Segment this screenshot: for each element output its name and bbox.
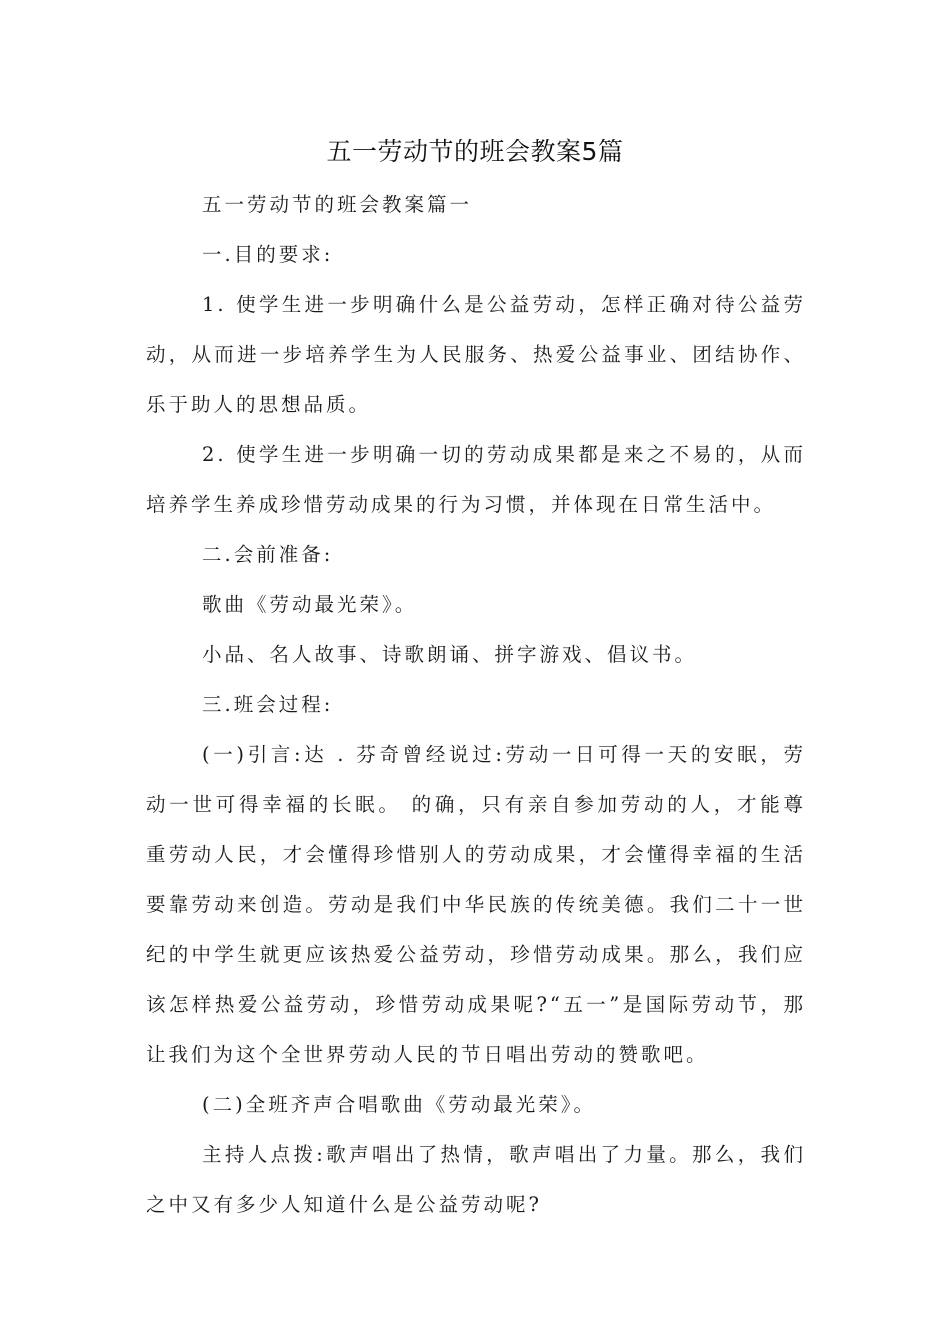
document-title: 五一劳动节的班会教案5篇 bbox=[326, 137, 624, 166]
paragraph: (二)全班齐声合唱歌曲《劳动最光荣》。 bbox=[202, 1093, 596, 1116]
paragraph: 二.会前准备: bbox=[202, 543, 334, 566]
paragraph: 三.班会过程: bbox=[202, 693, 334, 716]
paragraph: (一)引言:达 . 芬奇曾经说过:劳动一日可得一天的安眠，劳动一世可得幸福的长眠。 的确，只有亲自参加劳动的人，才能尊重劳动人民，才会懂得珍惜别人的劳动成果，才会懂得幸福的生活要靠劳动来创造。劳动是我们中华民族的传统美德。我们二十一世纪的中学生就更应该热爱公益劳动，珍惜劳动成果。那么，我们应该怎样热爱公益劳动，珍惜劳动成果呢?“五一”是国际劳动节，那让我们为这个全世界劳动人民的节日唱出劳动的赞歌吧。 bbox=[146, 743, 806, 1066]
paragraph: 歌曲《劳动最光荣》。 bbox=[202, 593, 418, 616]
section-heading: 五一劳动节的班会教案篇一 bbox=[202, 193, 473, 216]
paragraph: 1. 使学生进一步明确什么是公益劳动，怎样正确对待公益劳动，从而进一步培养学生为人民服务、热爱公益事业、团结协作、乐于助人的思想品质。 bbox=[146, 293, 806, 416]
paragraph: 一.目的要求: bbox=[202, 243, 334, 266]
paragraph: 主持人点拨:歌声唱出了热情，歌声唱出了力量。那么，我们之中又有多少人知道什么是公益劳动呢? bbox=[146, 1143, 806, 1216]
paragraph: 2. 使学生进一步明确一切的劳动成果都是来之不易的，从而培养学生养成珍惜劳动成果的行为习惯，并体现在日常生活中。 bbox=[146, 443, 806, 516]
paragraph: 小品、名人故事、诗歌朗诵、拼字游戏、倡议书。 bbox=[202, 643, 698, 666]
document-body bbox=[146, 180, 806, 1230]
